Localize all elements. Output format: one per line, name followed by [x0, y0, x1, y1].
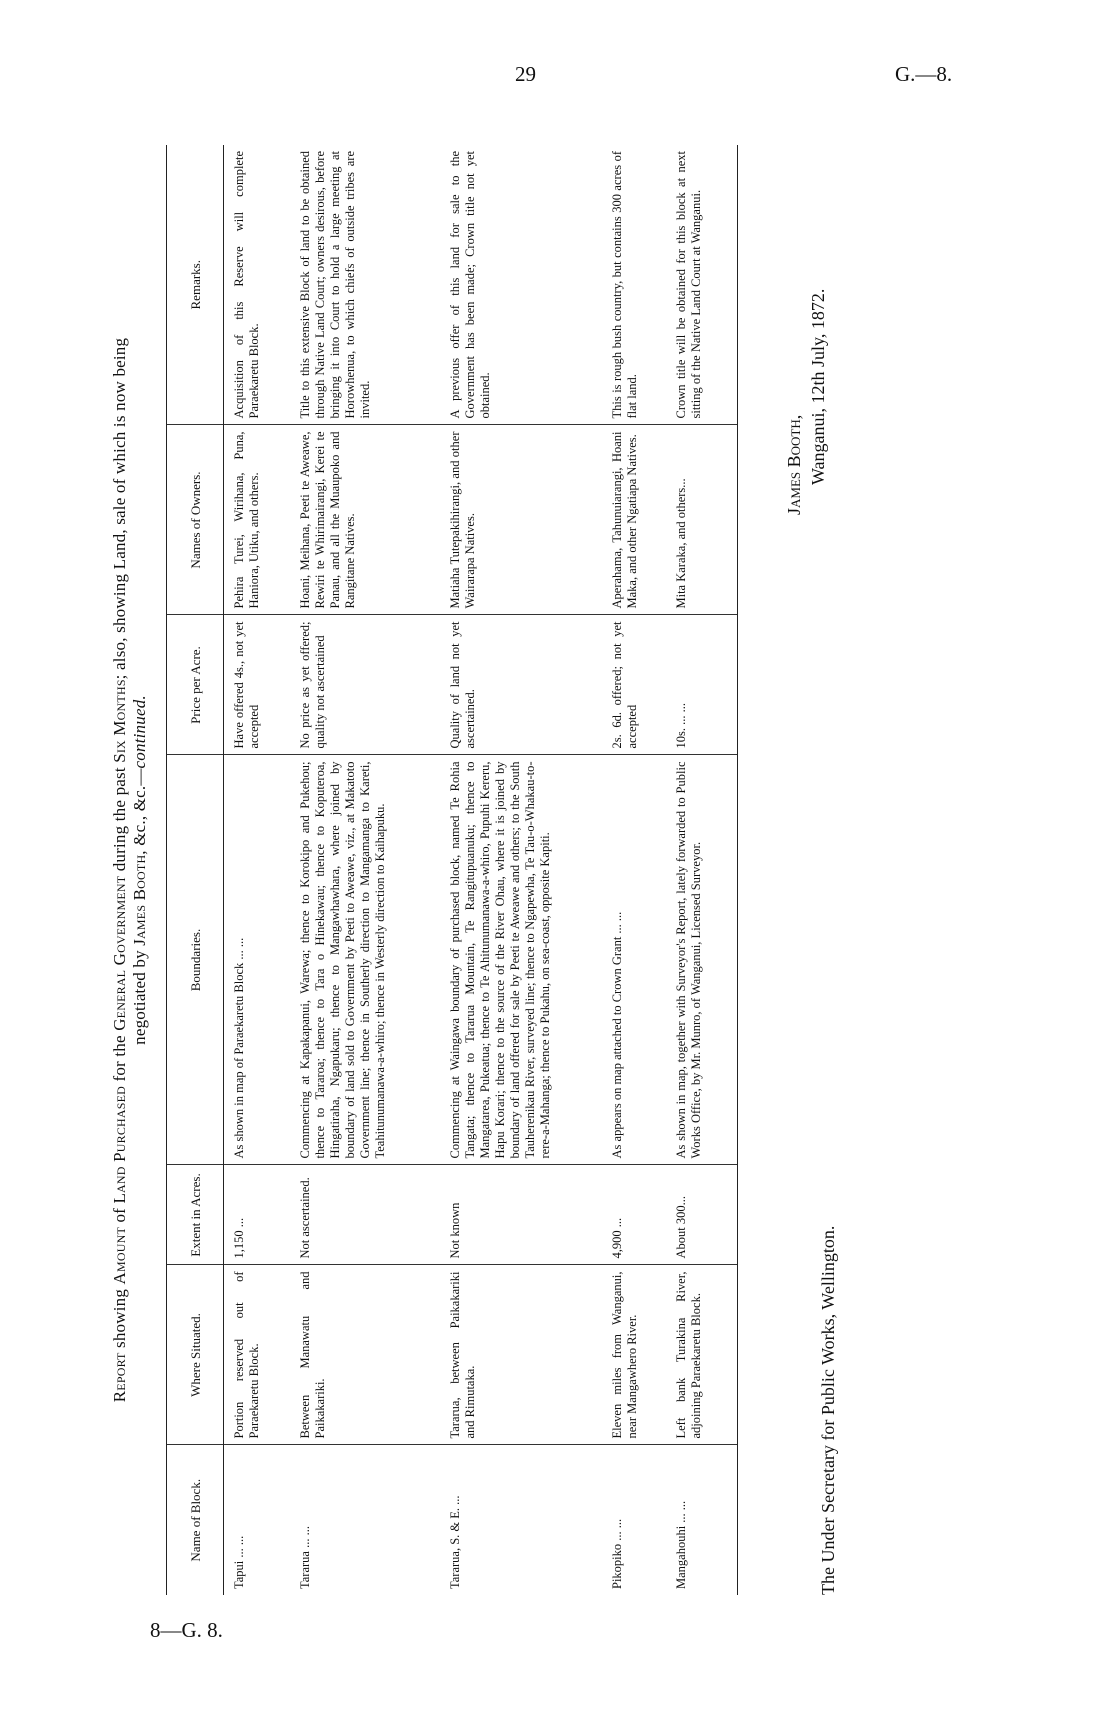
- signatory-name: James Booth,: [784, 414, 804, 515]
- cell-where: Tararua, between Paikakariki and Rimutaka.: [440, 1265, 602, 1445]
- cell-price: Quality of land not yet ascertained.: [440, 615, 602, 755]
- side-page-code: 8—G. 8.: [150, 1618, 223, 1642]
- table-row: [602, 145, 666, 1595]
- title-part: James Booth: [130, 854, 149, 946]
- cell-owners: Aperahama, Tahunuiarangi, Hoani Maka, and other Ngatiapa Natives.: [602, 425, 666, 615]
- land-purchase-table: [166, 145, 738, 1595]
- cell-price: 10s. ... ...: [666, 615, 738, 755]
- rotated-report: [110, 145, 910, 1595]
- cell-name: Mangahouhi ... ...: [666, 1445, 738, 1595]
- col-header: Remarks.: [167, 145, 224, 425]
- cell-boundaries: As appears on map attached to Crown Grant ... ...: [602, 755, 666, 1165]
- cell-name: Tararua, S. & E. ...: [447, 1495, 462, 1589]
- cell-remarks: Acquisition of this Reserve will complete Paraekaretu Block.: [224, 145, 290, 425]
- title-part: for the: [110, 1030, 129, 1086]
- page-code: G.—8.: [895, 62, 953, 86]
- cell-where: Portion reserved out of Paraekaretu Block.: [224, 1265, 290, 1445]
- cell-owners: Matiaha Tutepakihirangi, and other Wairarapa Natives.: [440, 425, 602, 615]
- cell-boundaries: As shown in map of Paraekaretu Block ... ...: [224, 755, 290, 1165]
- cell-remarks: Crown title will be obtained for this block at next sitting of the Native Land Court at Wanganui.: [666, 145, 738, 425]
- table-row: [666, 145, 738, 1595]
- col-header: Names of Owners.: [167, 425, 224, 615]
- cell-extent: Not ascertained.: [290, 1165, 440, 1265]
- cell-remarks: A previous offer of this land for sale to the Government has been made; Crown title not yet obtained.: [440, 145, 602, 425]
- report-title-line-2: [130, 145, 150, 1595]
- title-part: negotiated by: [130, 945, 149, 1045]
- cell-name: Tararua ... ...: [297, 1526, 312, 1589]
- cell-owners: Mita Karaka, and others...: [666, 425, 738, 615]
- cell-remarks: This is rough bush country, but contains 300 acres of flat land.: [602, 145, 666, 425]
- cell-price: Have offered 4s., not yet accepted: [224, 615, 290, 755]
- title-part: showing: [110, 1284, 129, 1353]
- signature-place-date: Wanganui, 12th July, 1872.: [808, 288, 828, 485]
- cell-owners: Pehira Turei, Wirihana, Puna, Haniora, Utiku, and others.: [224, 425, 290, 615]
- page-number: 29: [515, 62, 536, 86]
- cell-price: 2s. 6d. offered; not yet accepted: [602, 615, 666, 755]
- cell-boundaries: As shown in map, together with Surveyor's Report, lately forwarded to Public Works Office, by Mr. Munro, of Wanganui, Licensed Surveyor.: [666, 755, 738, 1165]
- cell-price: No price as yet offered; quality not ascertained: [290, 615, 440, 755]
- cell-remarks: Title to this extensive Block of land to be obtained through Native Land Court; owners desirous, before bringing it into Court to hold a large meeting at Horowhenua, to which chiefs of outside tribes are invited.: [290, 145, 440, 425]
- table-header-row: [167, 145, 224, 1595]
- cell-extent: Not known: [440, 1165, 602, 1265]
- col-header: Where Situated.: [167, 1265, 224, 1445]
- title-part: ; also, showing Land, sale of which is now being: [110, 337, 129, 680]
- table-row: [440, 145, 602, 1595]
- col-header: Price per Acre.: [167, 615, 224, 755]
- cell-extent: 1,150 ...: [224, 1165, 290, 1265]
- table-row: [290, 145, 440, 1595]
- cell-extent: About 300...: [666, 1165, 738, 1265]
- title-part: Land Purchased: [110, 1085, 129, 1204]
- col-header: Name of Block.: [167, 1445, 224, 1595]
- title-part: during the past: [110, 762, 129, 876]
- title-part: Six Months: [110, 679, 129, 763]
- col-header: Extent in Acres.: [167, 1165, 224, 1265]
- cell-owners: Hoani, Meihana, Peeti te Aweawe, Rewiri te Whirimairangi, Kerei te Panau, and all the Muaupoko and Rangitane Natives.: [290, 425, 440, 615]
- title-part: continued.: [130, 695, 149, 769]
- title-part: Amount: [110, 1227, 129, 1285]
- title-part: of: [110, 1203, 129, 1227]
- title-part: , &c., &c.—: [130, 768, 149, 855]
- col-header: Boundaries.: [167, 755, 224, 1165]
- signature-block: [782, 289, 830, 535]
- cell-boundaries: Commencing at Waingawa boundary of purchased block, named Te Rohia Tangata; thence to Tararua Mountain, Te Rangitupuanuku; thence to Mangatarea, Pukeatua; thence to Te Ahitunumanawa-a-whiro, Pupuhi Kereru, Hapu Korari; thence to the source of the River Ohau, where it is joined by boundary of land offered for sale by Peeti te Aweawe and others; to the South Tauherenikau River, surveyed line; thence to Ngapewha, Te Tau-o-Whakau-to-rere-a-Mahanga; thence to Pukahu, on sea-coast, opposite Kapiti.: [440, 755, 602, 1165]
- addressee-line: The Under Secretary for Public Works, Wellington.: [818, 1225, 838, 1595]
- title-part: General Government: [110, 875, 129, 1031]
- cell-where: Between Manawatu and Paikakariki.: [290, 1265, 440, 1445]
- cell-where: Left bank Turakina River, adjoining Paraekaretu Block.: [666, 1265, 738, 1445]
- cell-boundaries: Commencing at Kapakapanui, Warewa; thence to Korokipo and Pukehou; thence to Tararoa; thence to Tara o Hinekawau; thence to Koputeroa, Hingatiraha, Ngapukaru; thence to Mangawhawhara, where joined by boundary of land sold to Government by Peeti to Aweawe, viz., at Makatoto Government line; thence in Southerly direction to Mangamanga to Kareti, Teahitunumanawa-a-whiro; thence in Westerly direction to Kaihapuku.: [290, 755, 440, 1165]
- report-title: [110, 145, 150, 1595]
- cell-where: Eleven miles from Wanganui, near Mangawhero River.: [602, 1265, 666, 1445]
- table-row: [224, 145, 290, 1595]
- cell-name: Tapui ... ...: [232, 1535, 246, 1589]
- title-part: Report: [110, 1352, 129, 1403]
- report-title-line-1: [110, 145, 130, 1595]
- cell-extent: 4,900 ...: [602, 1165, 666, 1265]
- cell-name: Pikopiko ... ...: [609, 1518, 624, 1589]
